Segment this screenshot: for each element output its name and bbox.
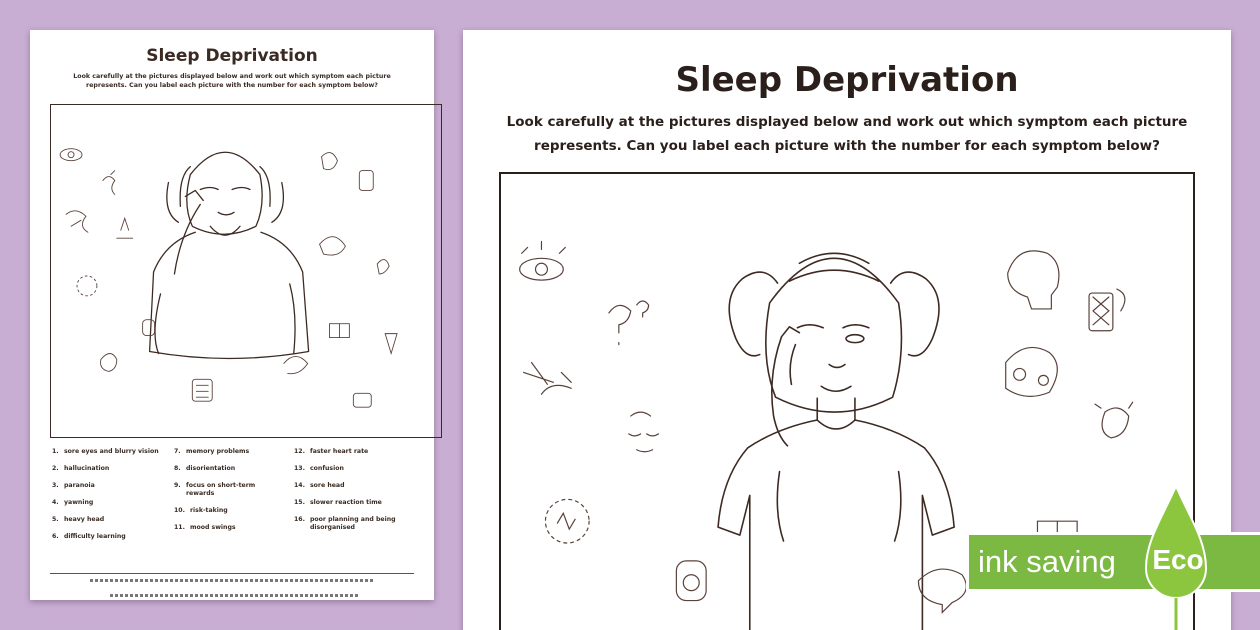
girl-rubbing-eye-illustration (51, 105, 441, 437)
symptom-column-1 (52, 448, 167, 550)
symptom-item: 6. difficulty learning (52, 533, 126, 540)
worksheet-preview-small (30, 30, 434, 600)
ink-saving-eco-badge (966, 484, 1260, 630)
symptom-item: 12. faster heart rate (294, 448, 369, 455)
symptom-item: 14. sore head (294, 482, 345, 489)
symptom-item: 16. poor planning and being disorganised (294, 516, 396, 531)
symptom-item: 5. heavy head (52, 516, 105, 523)
symptom-column-3 (294, 448, 412, 541)
worksheet-title: Sleep Deprivation (675, 60, 1019, 100)
footer-fine-print (110, 594, 360, 597)
ink-saving-label: ink saving (978, 544, 1116, 579)
footer-fine-print (90, 579, 374, 582)
footer-divider (50, 573, 414, 574)
symptom-item: 15. slower reaction time (294, 499, 382, 506)
eco-label: Eco (1152, 544, 1204, 575)
worksheet-instructions: Look carefully at the pictures displayed below and work out which symptom each picture represents. Can you label each picture with the number for each symptom below? (506, 114, 1188, 154)
symptom-item: 1. sore eyes and blurry vision (52, 448, 159, 455)
symptom-list (52, 448, 412, 558)
worksheet-instructions: Look carefully at the pictures displayed below and work out which symptom each picture represents. Can you label each picture with the number for each symptom below? (73, 73, 391, 89)
symptom-item: 9. focus on short-term rewards (174, 482, 256, 497)
picture-box (50, 104, 442, 438)
symptom-item: 11. mood swings (174, 524, 236, 531)
symptom-item: 13. confusion (294, 465, 344, 472)
worksheet-title: Sleep Deprivation (146, 46, 318, 66)
symptom-item: 7. memory problems (174, 448, 250, 455)
symptom-item: 2. hallucination (52, 465, 110, 472)
symptom-item: 10. risk-taking (174, 507, 228, 514)
symptom-item: 3. paranoia (52, 482, 95, 489)
symptom-column-2 (174, 448, 284, 541)
symptom-item: 8. disorientation (174, 465, 236, 472)
symptom-item: 4. yawning (52, 499, 94, 506)
